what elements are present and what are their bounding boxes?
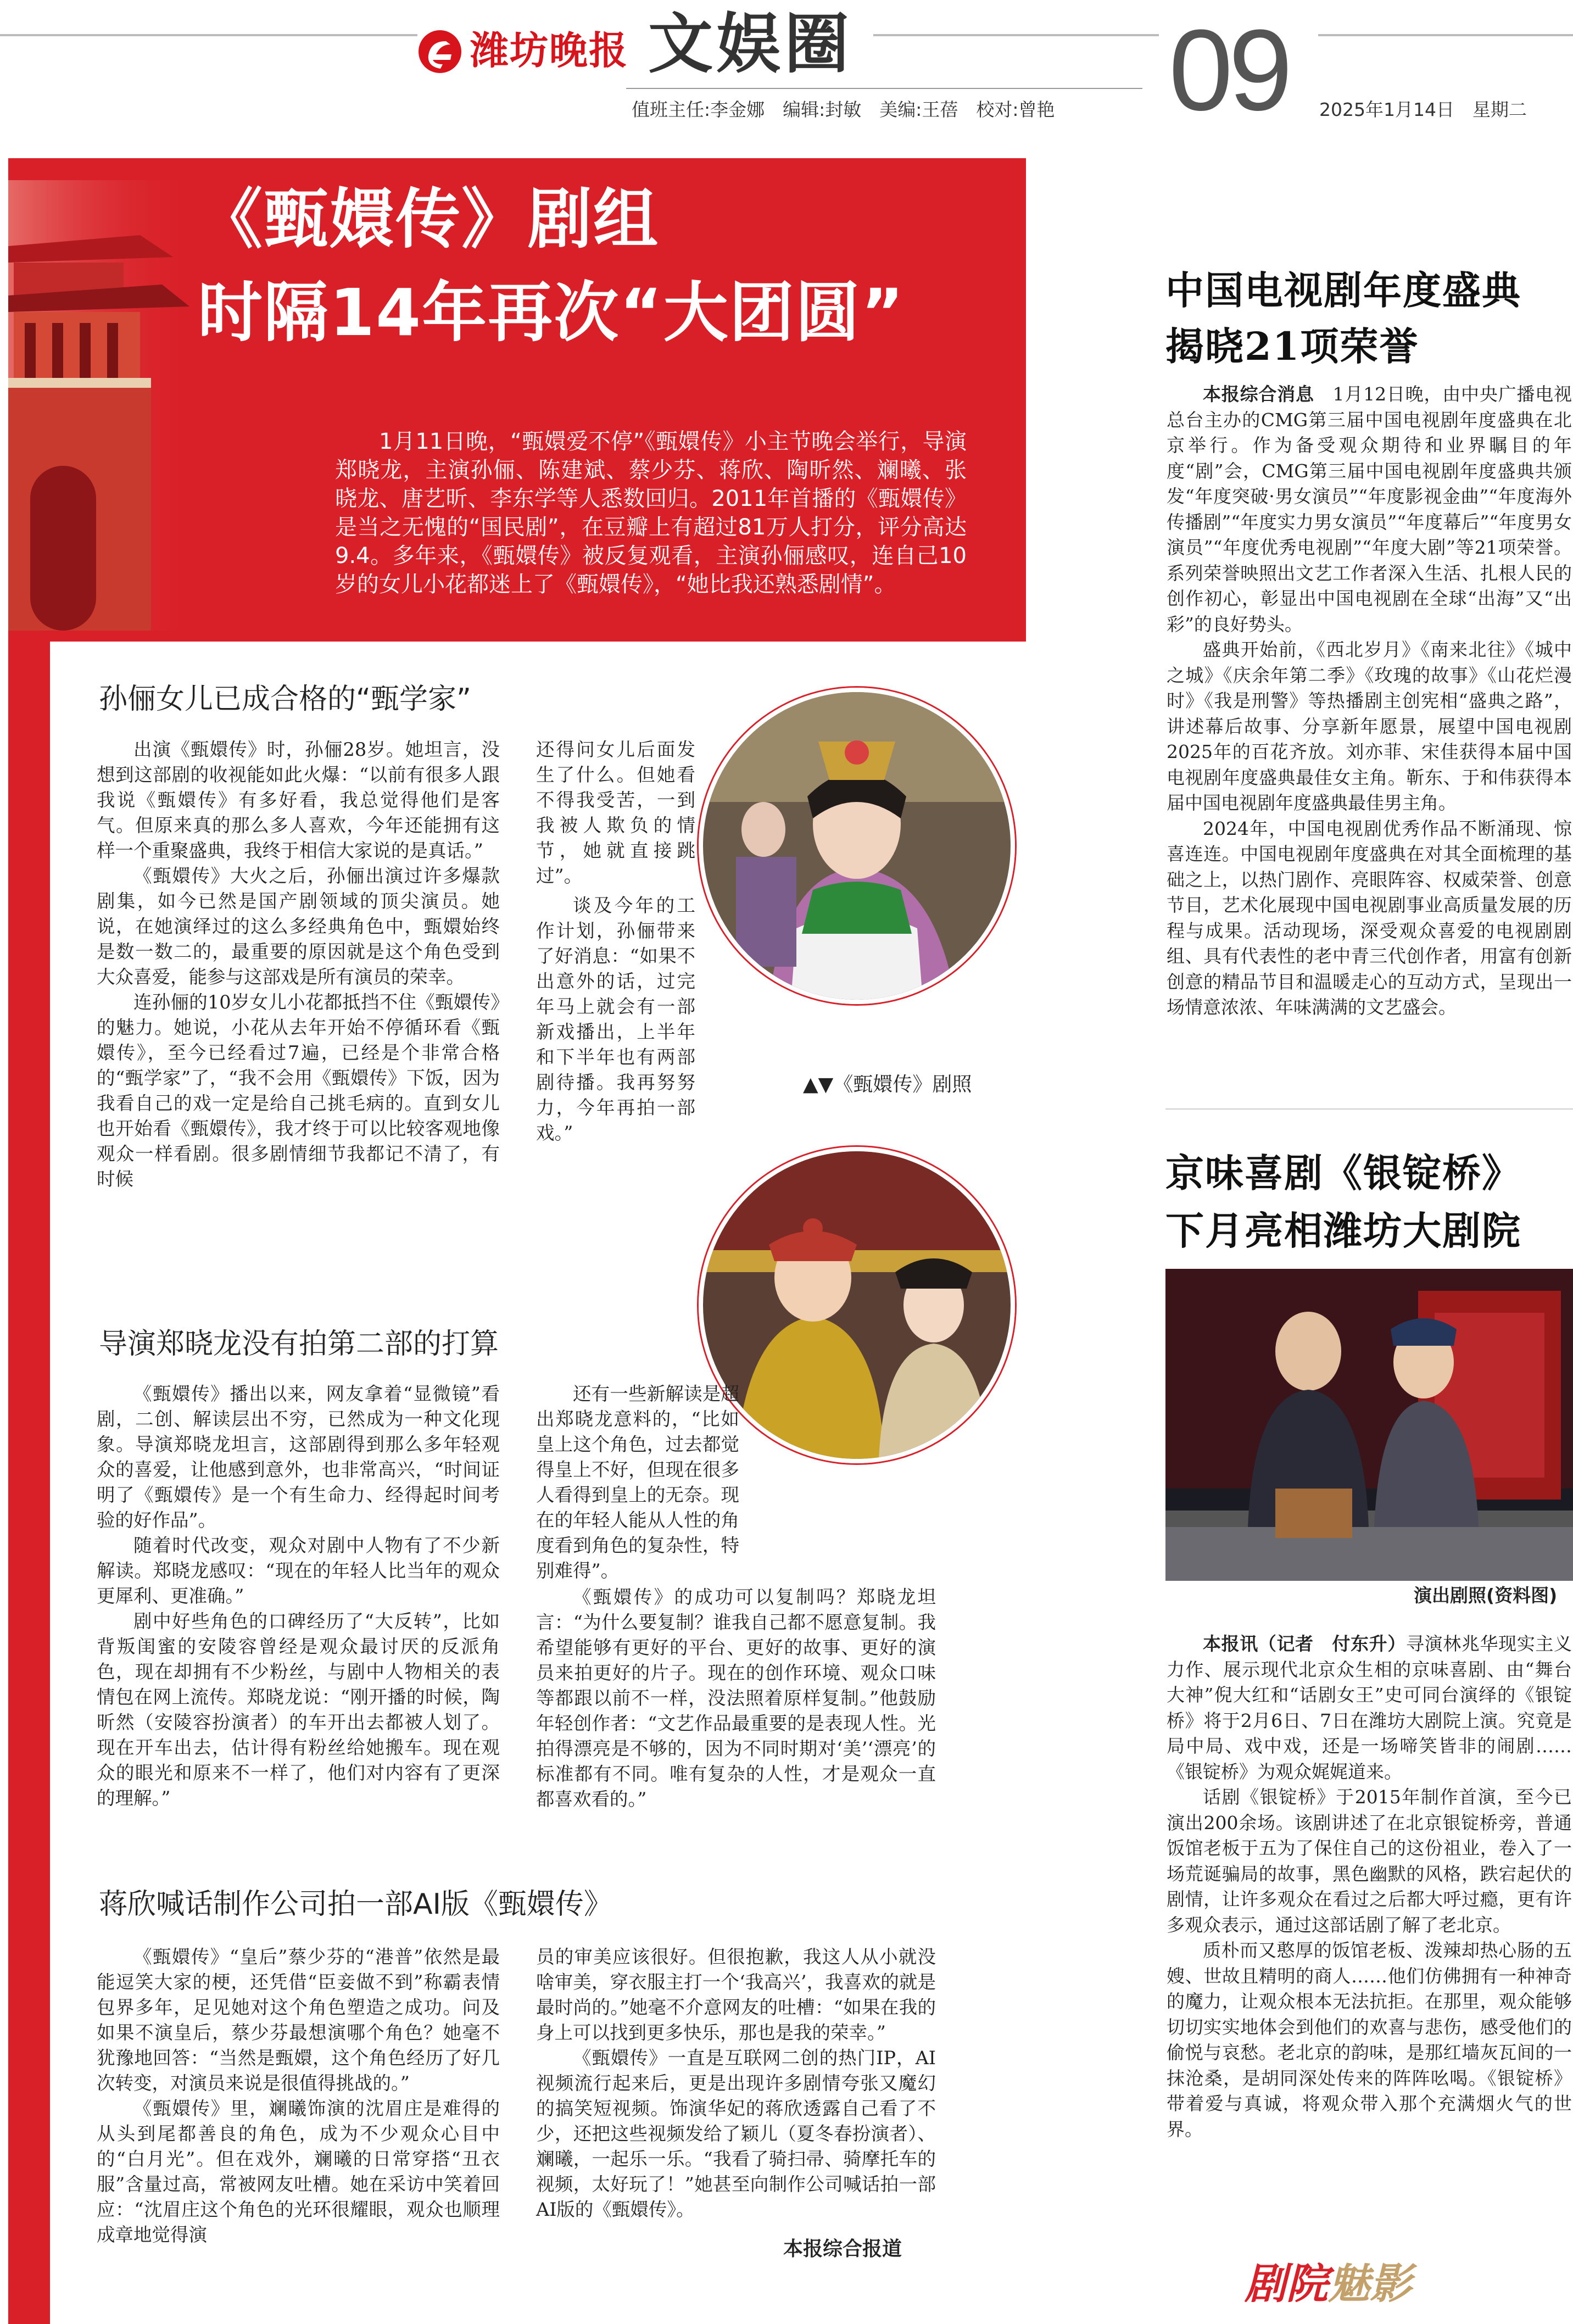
paragraph: 《甄嬛传》里，斓曦饰演的沈眉庄是难得的从头到尾都善良的角色，成为不少观众心目中的“白月光”。但在戏外，斓曦的日常穿搭“丑衣服”含量过高，常被网友吐槽。她在采访中笑着回应：“沈眉庄这个角色的光环很耀眼，观众也顺理成章地觉得演: [97, 2098, 500, 2245]
right-column-separator: [1165, 1108, 1573, 1110]
column-logo-part1: 剧院: [1245, 2259, 1328, 2308]
paragraph: 《甄嬛传》一直是互联网二创的热门IP，AI视频流行起来后，更是出现许多剧情夸张又魔幻的搞笑短视频。饰演华妃的蒋欣透露自己看了不少，还把这些视频发给了颖儿（夏冬春扮演者）、斓曦，一起乐一乐。“我看了骑扫帚、骑摩托车的视频，太好玩了！”她甚至向制作公司喊话拍一部AI版的《甄嬛传》。: [536, 2047, 936, 2220]
paragraph: [1167, 382, 1572, 637]
column-logo: [1245, 2256, 1412, 2311]
paragraph: 2024年，中国电视剧优秀作品不断涌现、惊喜连连。中国电视剧年度盛典在对其全面梳理的基础之上，以热门剧作、亮眼阵容、权威荣誉、创意节目，艺术化展现中国电视剧事业高质量发展的历程与成果。活动现场，深受观众喜爱的电视剧剧组、具有代表性的老中青三代创作者，用富有创新创意的精品节目和温暖走心的互动方式，呈现出一场情意浓浓、年味满满的文艺盛会。: [1167, 817, 1572, 1018]
section2-col1: [97, 1381, 500, 1811]
right-story2-headline-line1: 京味喜剧《银锭桥》: [1165, 1150, 1521, 1196]
paragraph-text: 寻演林兆华现实主义力作、展示现代北京众生相的京味喜剧、由“舞台大神”倪大红和“话剧女王”史可同台演绎的《银锭桥》将于2月6日、7日在潍坊大剧院上演。究竟是局中局、戏中戏，还是一场啼笑皆非的闹剧……《银锭桥》为观众娓娓道来。: [1167, 1633, 1572, 1782]
paragraph: 还得问女儿后面发生了什么。但她看不得我受苦，一到我被人欺负的情节，她就直接跳过”。: [536, 739, 695, 887]
paragraph: 剧中好些角色的口碑经历了“大反转”，比如背叛闺蜜的安陵容曾经是观众最讨厌的反派角色，现在却拥有不少粉丝，与剧中人物相关的表情包在网上流传。郑晓龙说：“刚开播的时候，陶昕然（安陵容扮演者）的车开出去都被人划了。现在开车出去，估计得有粉丝给她搬车。现在观众的眼光和原来不一样了，他们对内容有了更深的理解。”: [97, 1610, 500, 1809]
paragraph: 《甄嬛传》播出以来，网友拿着“显微镜”看剧，二创、解读层出不穷，已然成为一种文化现象。导演郑晓龙坦言，这部剧得到那么多年轻观众的喜爱，让他感到意外，也非常高兴，“时间证明了《甄嬛传》是一个有生命力、经得起时间考验的好作品”。: [97, 1383, 500, 1531]
section3-byline: 本报综合报道: [783, 2238, 902, 2260]
paragraph: 《甄嬛传》“皇后”蔡少芬的“港普”依然是最能逗笑大家的梗，还凭借“臣妾做不到”称霸表情包界多年，足见她对这个角色塑造之成功。问及如果不演皇后，蔡少芬最想演哪个角色？她毫不犹豫地回答：“当然是甄嬛，这个角色经历了好几次转变，对演员来说是很值得挑战的。”: [97, 1946, 500, 2094]
section3-col1: [97, 1944, 500, 2248]
section-title: 文娱圈: [648, 5, 853, 82]
paper-name: 潍坊晚报: [470, 28, 628, 73]
section3-col2: [536, 1944, 936, 2222]
paragraph: 质朴而又憨厚的饭馆老板、泼辣却热心肠的五嫂、世故且精明的商人……他们仿佛拥有一种神奇的魔力，让观众根本无法抗拒。在那里，观众能够切切实实地体会到他们的欢喜与悲伤，感受他们的偷悦与哀愁。老北京的韵味，是那红墙灰瓦间的一抹沧桑，是胡同深处传来的阵阵吆喝。《银锭桥》带着爱与真诚，将观众带入那个充满烟火气的世界。: [1167, 1940, 1572, 2140]
section1-col2: [536, 737, 695, 1146]
page-number: 09: [1169, 5, 1288, 135]
photo-caption: ▲▼《甄嬛传》剧照: [803, 1073, 972, 1096]
main-headline-line2: 时隔14年再次“大团圆”: [198, 275, 905, 350]
paragraph: 《甄嬛传》的成功可以复制吗？郑晓龙坦言：“为什么要复制？谁我自己都不愿意复制。我希望能够有更好的平台、更好的故事、更好的演员来拍更好的片子。现在的创作环境、观众口味等都跟以前不一样，没法照着原样复制。”他鼓励年轻创作者：“文艺作品最重要的是表现人性。光拍得漂亮是不够的，因为不同时期对‘美’‘漂亮’的标准都有不同。唯有复杂的人性，才是观众一直都喜欢看的。”: [536, 1586, 936, 1810]
masthead: [0, 0, 1573, 143]
date-line: 2025年1月14日 星期二: [1319, 99, 1527, 120]
section2-subhead: 导演郑晓龙没有拍第二部的打算: [99, 1328, 499, 1361]
right-story1-body: [1167, 382, 1572, 1021]
paragraph: 连孙俪的10岁女儿小花都抵挡不住《甄嬛传》的魅力。她说，小花从去年开始不停循环看《甄嬛传》，至今已经看过7遍，已经是个非常合格的“甄学家”了，“我不会用《甄嬛传》下饭，因为我看自己的戏一定是给自己挑毛病的。直到女儿也开始看《甄嬛传》，我才终于可以比较客观地像观众一样看剧。很多剧情细节我都记不清了，有时候: [97, 991, 500, 1190]
right-story1-headline-line1: 中国电视剧年度盛典: [1165, 267, 1521, 313]
section3-subhead: 蒋欣喊话制作公司拍一部AI版《甄嬛传》: [99, 1888, 612, 1921]
main-lead: 1月11日晚，“甄嬛爱不停”《甄嬛传》小主节晚会举行，导演郑晓龙，主演孙俪、陈建斌、蔡少芬、蒋欣、陶昕然、斓曦、张晓龙、唐艺昕、李东学等人悉数回归。2011年首播的《甄嬛传》是当之无愧的“国民剧”，在豆瓣上有超过81万人打分，评分高达9.4。多年来，《甄嬛传》被反复观看，主演孙俪感叹，连自己10岁的女儿小花都迷上了《甄嬛传》，“她比我还熟悉剧情”。: [335, 429, 967, 597]
palace-pagoda-icon: [8, 180, 195, 631]
paragraph: 话剧《银锭桥》于2015年制作首演，至今已演出200余场。该剧讲述了在北京银锭桥旁，普通饭馆老板于五为了保住自己的这份祖业，卷入了一场荒诞骗局的故事，黑色幽默的风格，跌宕起伏的剧情，让许多观众在看过之后都大呼过瘾，更有许多观众表示，通过这部话剧了解了老北京。: [1167, 1786, 1572, 1936]
paragraph: 随着时代改变，观众对剧中人物有了不少新解读。郑晓龙感叹：“现在的年轻人比当年的观众更犀利、更准确。”: [97, 1535, 500, 1607]
credits-line: 值班主任:李金娜 编辑:封敏 美编:王蓓 校对:曾艳: [632, 99, 1055, 120]
column-logo-part2: 魅影: [1328, 2259, 1412, 2308]
paragraph: 员的审美应该很好。但很抱歉，我这人从小就没啥审美，穿衣服主打一个‘我高兴’，我喜欢的就是最时尚的。”她毫不介意网友的吐槽：“如果在我的身上可以找到更多快乐，那也是我的荣幸。”: [536, 1946, 936, 2043]
drama-still-photo-2: [699, 1147, 1015, 1463]
stage-photo-caption: 演出剧照(资料图): [1414, 1585, 1558, 1606]
paragraph: 出演《甄嬛传》时，孙俪28岁。她坦言，没想到这部剧的收视能如此火爆：“以前有很多人跟我说《甄嬛传》有多好看，我总觉得他们是客气。但原来真的那么多人喜欢，今年还能拥有这样一个重聚盛典，我终于相信大家说的是真话。”: [97, 739, 500, 861]
lead-tag: 本报讯（记者 付东升）: [1203, 1633, 1406, 1654]
masthead-rule-left: [0, 34, 417, 36]
masthead-underline: [626, 88, 1142, 89]
main-headline-line1: 《甄嬛传》剧组: [198, 181, 660, 257]
paragraph: 《甄嬛传》大火之后，孙俪出演过许多爆款剧集，如今已然是国产剧领域的顶尖演员。她说，在她演绎过的这么多经典角色中，甄嬛始终是数一数二的，最重要的原因就是这个角色受到大众喜爱，能参与这部戏是所有演员的荣幸。: [97, 865, 500, 988]
paragraph: [1167, 1631, 1572, 1785]
masthead-rule-mid: [873, 34, 1159, 36]
paragraph: 还有一些新解读是超出郑晓龙意料的，“比如皇上这个角色，过去都觉得皇上不好，但现在很多人看得到皇上的无奈。现在的年轻人能从人性的角度看到角色的复杂性，特别难得”。: [536, 1383, 739, 1581]
right-story1-headline-line2: 揭晓21项荣誉: [1165, 324, 1419, 369]
paragraph: 谈及今年的工作计划，孙俪带来了好消息：“如果不出意外的话，过完年马上就会有一部新戏播出，上半年和下半年也有两部剧待播。我再努努力，今年再拍一部戏。”: [536, 895, 695, 1144]
paragraph: 盛典开始前，《西北岁月》《南来北往》《城中之城》《庆余年第二季》《玫瑰的故事》《山花烂漫时》《我是刑警》等热播剧主创宪相“盛典之路”，讲述幕后故事、分享新年愿景，展望中国电视剧2025年的百花齐放。刘亦菲、宋佳获得本届中国电视剧年度盛典最佳女主角。靳东、于和伟获得本届中国电视剧年度盛典最佳男主角。: [1167, 639, 1572, 813]
right-story2-headline-line2: 下月亮相潍坊大剧院: [1165, 1208, 1521, 1253]
section1-subhead: 孙俪女儿已成合格的“甄学家”: [99, 683, 471, 716]
section1-col1: [97, 737, 500, 1192]
section2-col2-wide: [536, 1585, 936, 1812]
section2-col2-narrow: [536, 1381, 739, 1584]
stage-performance-photo: [1165, 1269, 1573, 1581]
circle-logo-icon: [419, 30, 461, 73]
drama-still-photo-1: [699, 688, 1015, 1004]
right-story2-body: [1167, 1631, 1572, 2142]
paragraph-text: 1月12日晚，由中央广播电视总台主办的CMG第三届中国电视剧年度盛典在北京举行。作为备受观众期待和业界瞩目的年度“剧”会，CMG第三届中国电视剧年度盛典共颁发“年度突破·男女演员”“年度影视金曲”“年度海外传播剧”“年度实力男女演员”“年度幕后”“年度男女演员”“年度优秀电视剧”“年度大剧”等21项荣誉。系列荣誉映照出文艺工作者深入生活、扎根人民的创作初心，彰显出中国电视剧在全球“出海”又“出彩”的良好势头。: [1167, 383, 1572, 635]
lead-tag: 本报综合消息: [1203, 383, 1314, 405]
masthead-rule-right: [1318, 34, 1573, 36]
